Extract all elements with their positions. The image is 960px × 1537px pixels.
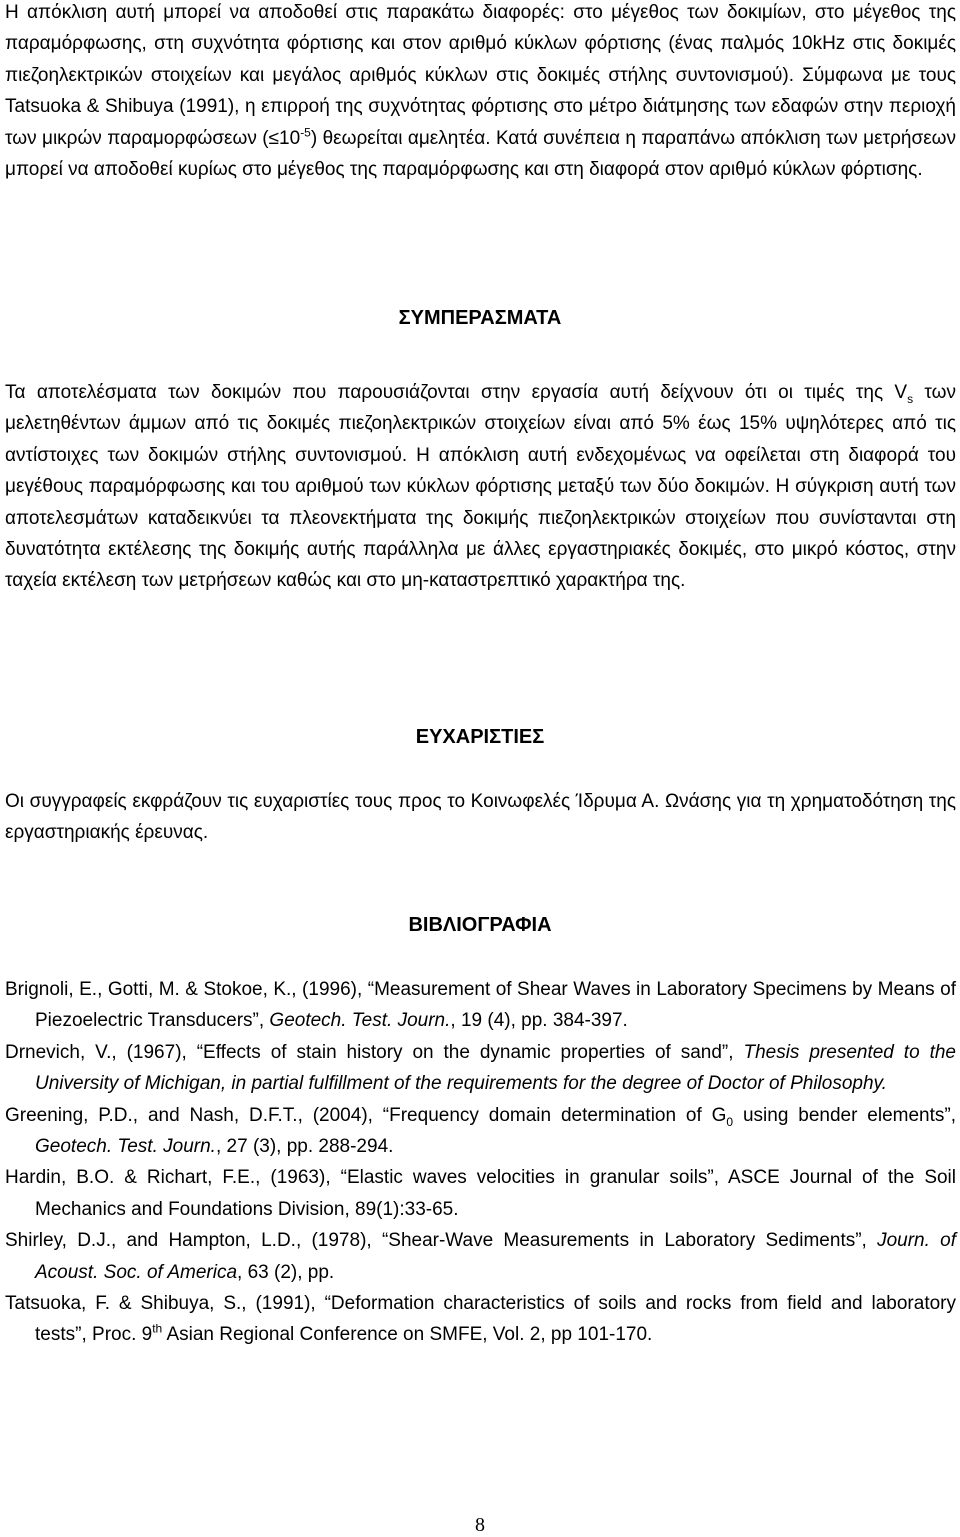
reference-item-tatsuoka: Tatsuoka, F. & Shibuya, S., (1991), “Deformation characteristics of soils and rocks from field and laboratory tests”, Proc. 9th Asian Regional Conference on SMFE, Vol. 2, pp 101-170. bbox=[5, 1293, 956, 1346]
intro-paragraph: Η απόκλιση αυτή μπορεί να αποδοθεί στις παρακάτω διαφορές: στο μέγεθος των δοκιμίων, στο μέγεθος της παραμόρφωσης, στη συχνότητα φόρτισης και στον αριθμό κύκλων φόρτισης (ένας παλμός 10kHz στις δοκιμές πιεζοηλεκτρικών στοιχείων και μεγάλος αριθμός κύκλων στις δοκιμές στήλης συντονισμού). Σύμφωνα με τους Tatsuoka & Shibuya (1991), η επιρροή της συχνότητας φόρτισης στο μέτρο διάτμησης των εδαφών στην περιοχή των μικρών παραμορφώσεων $(\le 10^{-5})$ θεωρείται αμελητέα. Κατά συνέπεια η παραπάνω απόκλιση των μετρήσεων μπορεί να αποδοθεί κυρίως στο μέγεθος της παραμόρφωσης και στη διαφορά στον αριθμό κύκλων φόρτισης. bbox=[5, 2, 956, 181]
reference-item-brignoli: Brignoli, E., Gotti, M. & Stokoe, K., (1996), “Measurement of Shear Waves in Laboratory Specimens by Means of Piezoelectric Transducers”, Geotech. Test. Journ., 19 (4), pp. 384-397. bbox=[5, 979, 956, 1032]
acknowledgements-heading: ΕΥΧΑΡΙΣΤΙΕΣ bbox=[415, 726, 545, 748]
reference-item-drnevich: Drnevich, V., (1967), “Effects of stain history on the dynamic properties of sand”, Thesis presented to the University of Michigan, in partial fulfillment of the requirements for the degree of Doctor of Philosophy. bbox=[5, 1041, 956, 1095]
page-number: 8 bbox=[475, 1514, 485, 1536]
conclusions-paragraph: Τα αποτελέσματα των δοκιμών που παρουσιάζονται στην εργασία αυτή δείχνουν ότι οι τιμές της $V_s$ των μελετηθέντων άμμων από τις δοκιμές πιεζοηλεκτρικών στοιχείων είναι από 5% έως 15% υψηλότερες από τις αντίστοιχες των δοκιμών στήλης συντονισμού. Η απόκλιση αυτή ενδεχομένως να οφείλεται στη διαφορά του μεγέθους παραμόρφωσης και του αριθμού των κύκλων φόρτισης μεταξύ των δύο δοκιμών. Η σύγκριση αυτή των αποτελεσμάτων καταδεικνύει τα πλεονεκτήματα της δοκιμής πιεζοηλεκτρικών στοιχείων που συνίστανται στη δυνατότητα εκτέλεσης της δοκιμής αυτής παράλληλα με άλλες εργαστηριακές δοκιμές, στο μικρό κόστος, στην ταχεία εκτέλεση των μετρήσεων καθώς και στο μη-καταστρεπτικό χαρακτήρα της. bbox=[5, 382, 956, 592]
bibliography-heading: ΒΙΒΛΙΟΓΡΑΦΙΑ bbox=[408, 914, 552, 936]
reference-item-greening: Greening, P.D., and Nash, D.F.T., (2004), “Frequency domain determination of $G_0$ using bender elements”, Geotech. Test. Journ., 27 (3), pp. 288-294. bbox=[5, 1104, 956, 1158]
conclusions-heading: ΣΥΜΠΕΡΑΣΜΑΤΑ bbox=[398, 307, 562, 329]
reference-item-shirley: Shirley, D.J., and Hampton, L.D., (1978), “Shear-Wave Measurements in Laboratory Sediments”, Journ. of Acoust. Soc. of America, 63 (2), pp. bbox=[5, 1230, 957, 1283]
reference-item-hardin: Hardin, B.O. & Richart, F.E., (1963), “Elastic waves velocities in granular soils”, ASCE Journal of the Soil Mechanics and Foundations Division, 89(1):33-65. bbox=[5, 1167, 957, 1220]
acknowledgements-paragraph: Οι συγγραφείς εκφράζουν τις ευχαριστίες τους προς το Κοινωφελές Ίδρυμα Α. Ωνάσης για τη χρηματοδότηση της εργαστηριακής έρευνας. bbox=[5, 791, 956, 844]
reference-list bbox=[5, 974, 956, 1351]
